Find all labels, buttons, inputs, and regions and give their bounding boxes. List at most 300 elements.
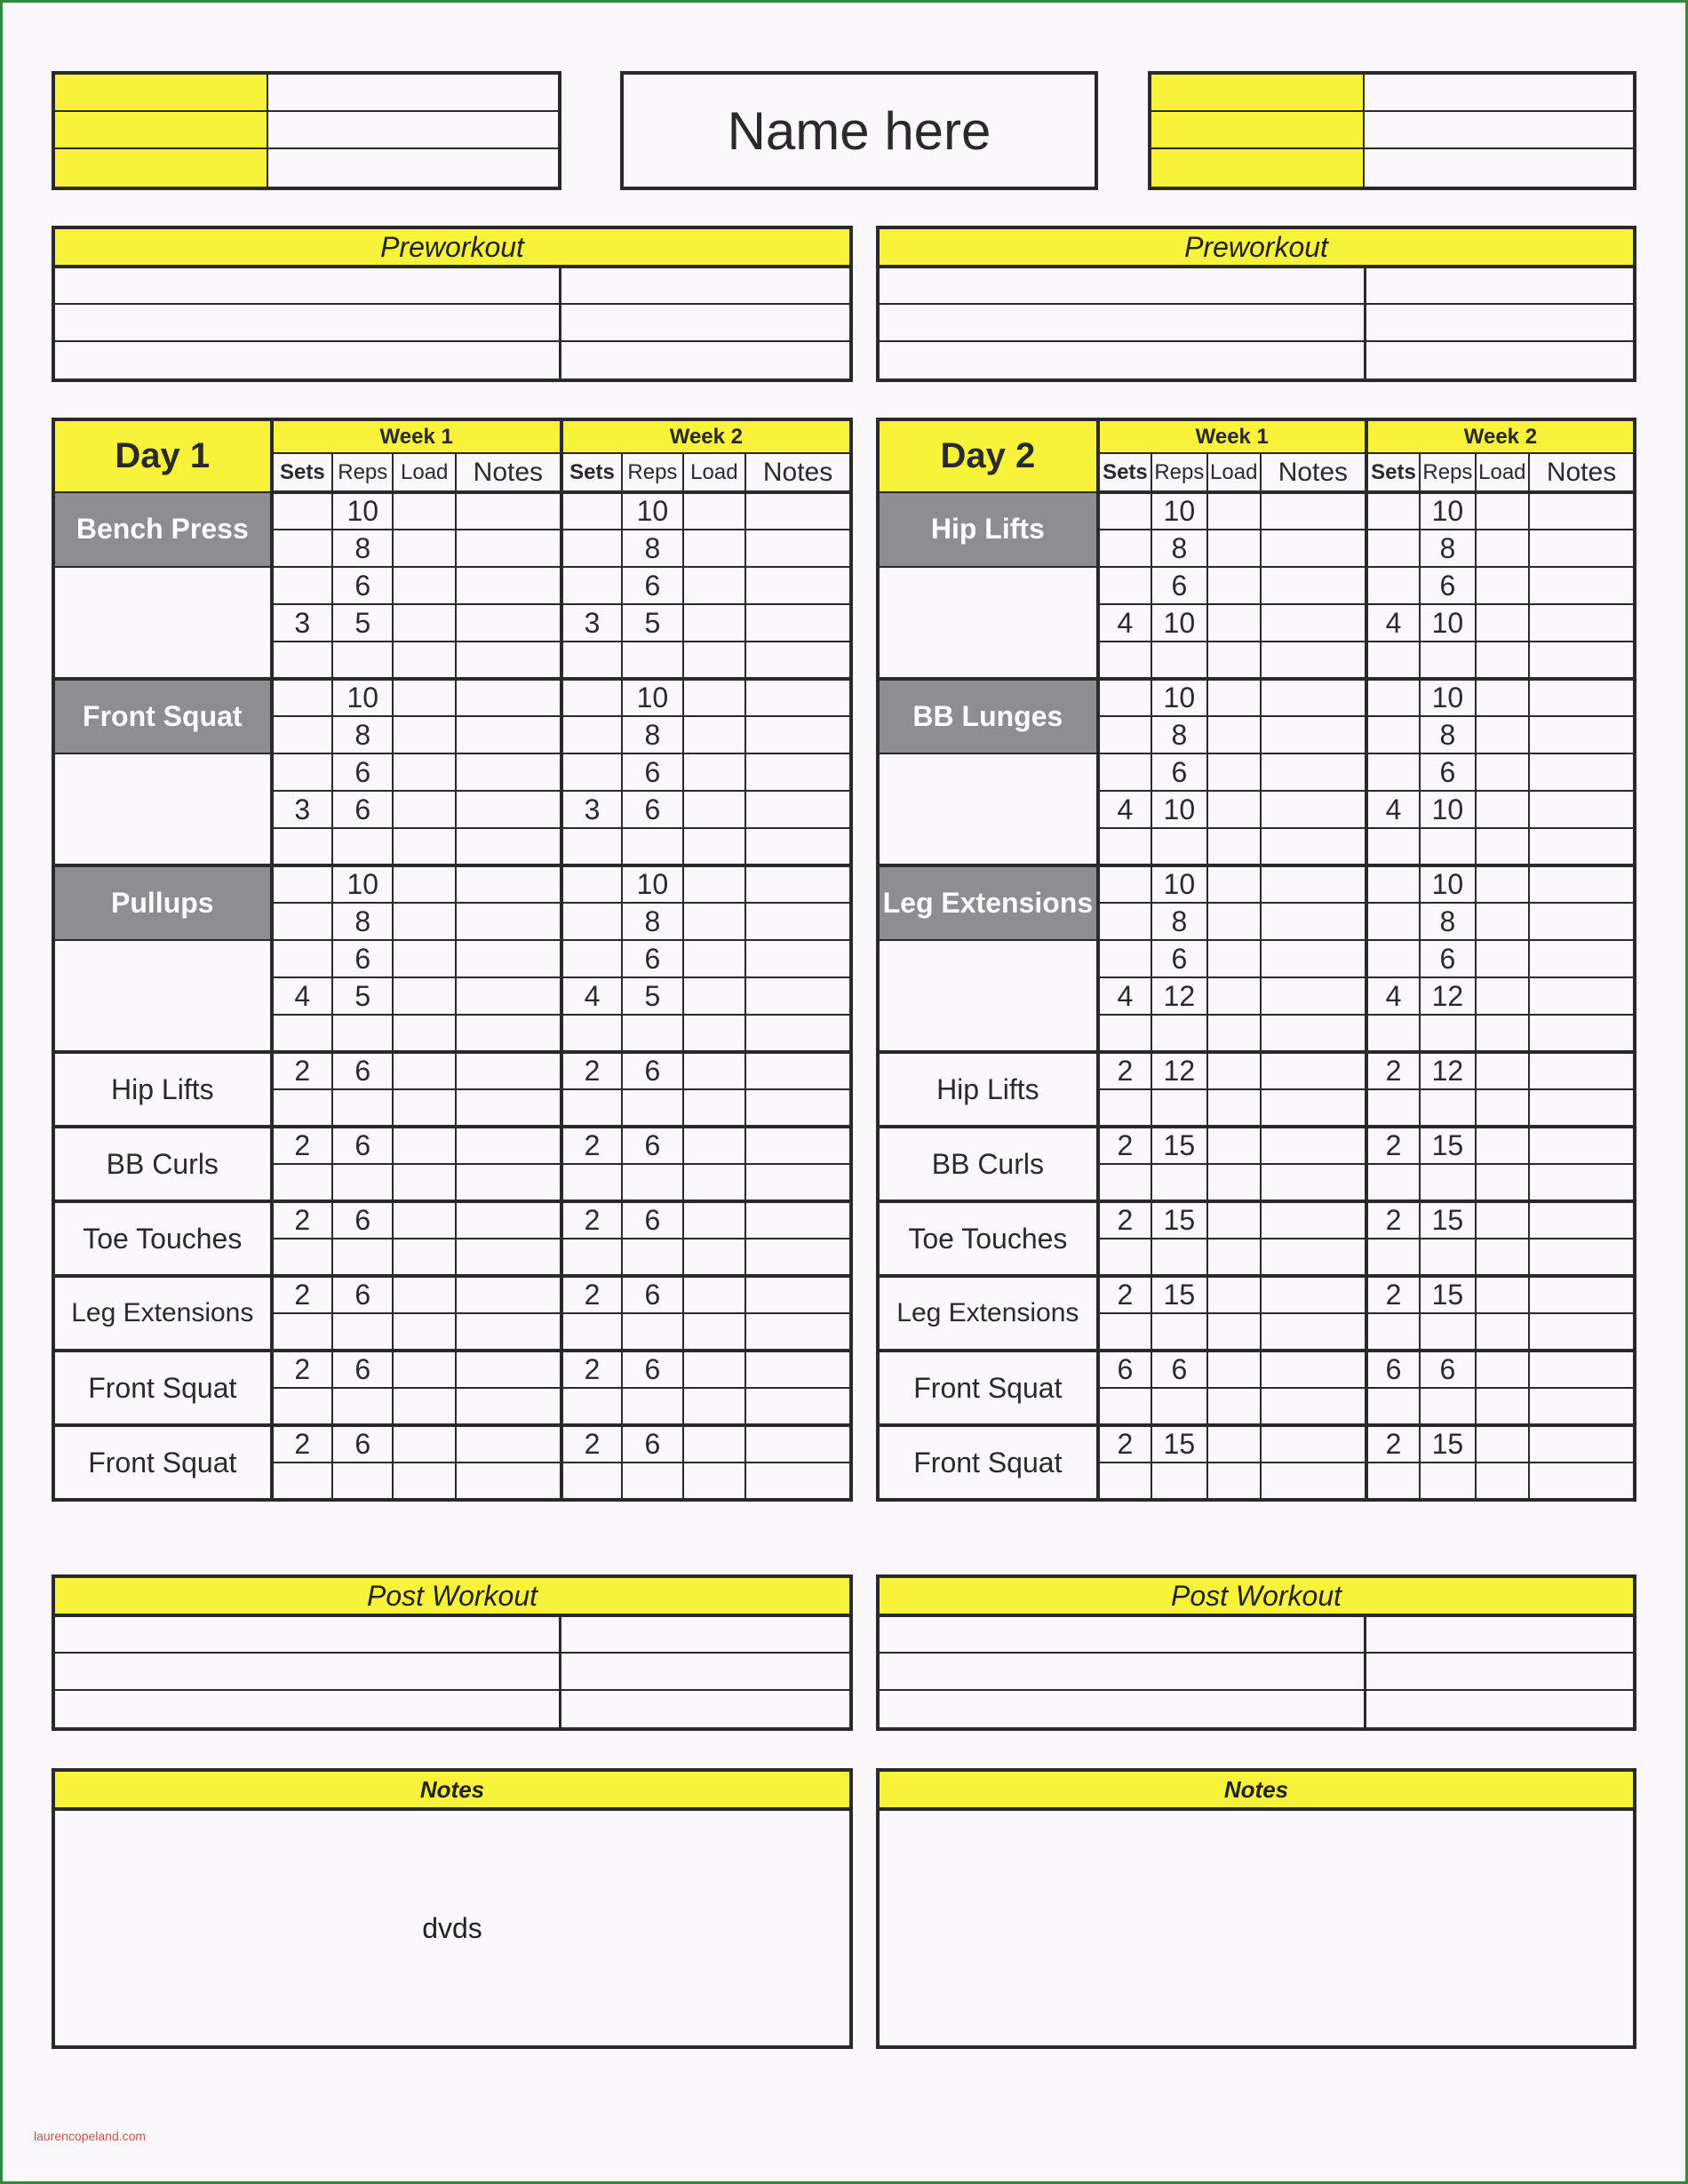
sets-cell[interactable]: 4 (1098, 791, 1151, 828)
reps-cell[interactable]: 6 (332, 1425, 393, 1463)
notes-cell[interactable] (745, 753, 851, 791)
sets-cell[interactable] (561, 1089, 622, 1127)
reps-cell[interactable]: 6 (622, 1201, 682, 1239)
sets-cell[interactable] (1366, 1463, 1420, 1500)
notes-cell[interactable] (745, 1388, 851, 1425)
load-cell[interactable] (1207, 530, 1261, 567)
notes-cell[interactable] (1261, 1201, 1366, 1239)
load-cell[interactable] (393, 753, 455, 791)
reps-cell[interactable] (1151, 1089, 1206, 1127)
postworkout-row[interactable] (55, 1617, 849, 1654)
load-cell[interactable] (1476, 530, 1529, 567)
reps-cell[interactable]: 10 (1151, 865, 1206, 903)
sets-cell[interactable]: 4 (1366, 791, 1420, 828)
reps-cell[interactable]: 15 (1420, 1127, 1475, 1164)
reps-cell[interactable]: 6 (622, 567, 682, 604)
load-cell[interactable] (683, 1425, 745, 1463)
load-cell[interactable] (1207, 492, 1261, 530)
reps-cell[interactable]: 10 (332, 865, 393, 903)
sets-cell[interactable] (561, 716, 622, 753)
sets-cell[interactable]: 3 (561, 604, 622, 642)
sets-cell[interactable]: 2 (1098, 1201, 1151, 1239)
load-cell[interactable] (393, 604, 455, 642)
load-cell[interactable] (1207, 1201, 1261, 1239)
load-cell[interactable] (1476, 1313, 1529, 1351)
reps-cell[interactable] (1151, 1388, 1206, 1425)
load-cell[interactable] (393, 903, 455, 940)
notes-cell[interactable] (1261, 1164, 1366, 1201)
sets-cell[interactable] (1098, 1015, 1151, 1052)
load-cell[interactable] (393, 1276, 455, 1313)
load-cell[interactable] (1207, 1052, 1261, 1089)
sets-cell[interactable]: 2 (561, 1201, 622, 1239)
load-cell[interactable] (1207, 1164, 1261, 1201)
reps-cell[interactable]: 8 (332, 903, 393, 940)
exercise-blank-cell[interactable] (53, 940, 272, 1052)
sets-cell[interactable] (1098, 828, 1151, 865)
sets-cell[interactable]: 4 (561, 977, 622, 1015)
load-cell[interactable] (1476, 865, 1529, 903)
reps-cell[interactable]: 8 (332, 716, 393, 753)
notes-cell[interactable] (745, 940, 851, 977)
load-cell[interactable] (393, 940, 455, 977)
notes-cell[interactable] (1529, 1015, 1635, 1052)
notes-cell[interactable] (456, 977, 561, 1015)
notes-cell[interactable] (745, 567, 851, 604)
sets-cell[interactable]: 2 (1366, 1052, 1420, 1089)
load-cell[interactable] (683, 604, 745, 642)
notes-cell[interactable] (1529, 642, 1635, 679)
load-cell[interactable] (683, 865, 745, 903)
sets-cell[interactable]: 2 (1366, 1127, 1420, 1164)
sets-cell[interactable]: 4 (1366, 977, 1420, 1015)
load-cell[interactable] (1207, 1351, 1261, 1388)
sets-cell[interactable]: 2 (1366, 1276, 1420, 1313)
load-cell[interactable] (393, 865, 455, 903)
notes-cell[interactable] (745, 1201, 851, 1239)
reps-cell[interactable]: 12 (1151, 1052, 1206, 1089)
postworkout-row[interactable] (880, 1691, 1633, 1727)
sets-cell[interactable] (272, 716, 332, 753)
load-cell[interactable] (1476, 716, 1529, 753)
exercise-blank-cell[interactable] (53, 753, 272, 865)
load-cell[interactable] (1476, 1463, 1529, 1500)
reps-cell[interactable]: 6 (332, 1276, 393, 1313)
load-cell[interactable] (683, 1351, 745, 1388)
notes-cell[interactable] (1261, 604, 1366, 642)
reps-cell[interactable] (1420, 642, 1475, 679)
reps-cell[interactable]: 10 (1151, 492, 1206, 530)
reps-cell[interactable]: 10 (1420, 791, 1475, 828)
load-cell[interactable] (683, 828, 745, 865)
reps-cell[interactable] (1151, 1015, 1206, 1052)
load-cell[interactable] (1476, 753, 1529, 791)
notes-cell[interactable] (745, 1239, 851, 1276)
notes-cell[interactable] (1261, 716, 1366, 753)
sets-cell[interactable] (561, 530, 622, 567)
sets-cell[interactable] (1098, 1313, 1151, 1351)
exercise-blank-cell[interactable] (878, 753, 1098, 865)
reps-cell[interactable] (332, 1463, 393, 1500)
notes-cell[interactable] (1261, 940, 1366, 977)
sets-cell[interactable] (272, 828, 332, 865)
notes-cell[interactable] (456, 1015, 561, 1052)
reps-cell[interactable]: 15 (1151, 1425, 1206, 1463)
load-cell[interactable] (683, 753, 745, 791)
load-cell[interactable] (393, 679, 455, 716)
notes-cell[interactable] (456, 1201, 561, 1239)
load-cell[interactable] (1207, 1127, 1261, 1164)
notes-cell[interactable] (456, 642, 561, 679)
load-cell[interactable] (1476, 1351, 1529, 1388)
sets-cell[interactable] (561, 1388, 622, 1425)
notes-cell[interactable] (1529, 1127, 1635, 1164)
notes-cell[interactable] (745, 604, 851, 642)
load-cell[interactable] (393, 716, 455, 753)
notes-cell[interactable] (1529, 1313, 1635, 1351)
sets-cell[interactable] (1366, 716, 1420, 753)
reps-cell[interactable] (332, 1089, 393, 1127)
reps-cell[interactable]: 6 (1420, 753, 1475, 791)
reps-cell[interactable]: 10 (622, 865, 682, 903)
notes-area[interactable] (55, 1811, 849, 2045)
notes-cell[interactable] (1261, 1313, 1366, 1351)
reps-cell[interactable]: 6 (332, 940, 393, 977)
sets-cell[interactable] (272, 642, 332, 679)
sets-cell[interactable] (561, 1239, 622, 1276)
notes-cell[interactable] (1261, 903, 1366, 940)
notes-cell[interactable] (745, 1313, 851, 1351)
notes-cell[interactable] (745, 903, 851, 940)
sets-cell[interactable] (1366, 828, 1420, 865)
sets-cell[interactable] (272, 1089, 332, 1127)
reps-cell[interactable] (1151, 1164, 1206, 1201)
reps-cell[interactable] (622, 1089, 682, 1127)
notes-cell[interactable] (1261, 1015, 1366, 1052)
reps-cell[interactable]: 10 (1420, 492, 1475, 530)
reps-cell[interactable]: 6 (622, 753, 682, 791)
reps-cell[interactable]: 6 (332, 1351, 393, 1388)
reps-cell[interactable]: 5 (332, 977, 393, 1015)
notes-cell[interactable] (456, 940, 561, 977)
notes-cell[interactable] (1261, 791, 1366, 828)
preworkout-row[interactable] (880, 305, 1633, 341)
sets-cell[interactable] (561, 753, 622, 791)
sets-cell[interactable] (561, 865, 622, 903)
preworkout-row[interactable] (880, 342, 1633, 379)
load-cell[interactable] (1207, 865, 1261, 903)
notes-cell[interactable] (1529, 604, 1635, 642)
postworkout-row[interactable] (880, 1654, 1633, 1690)
sets-cell[interactable]: 4 (272, 977, 332, 1015)
sets-cell[interactable] (561, 492, 622, 530)
notes-cell[interactable] (1529, 977, 1635, 1015)
load-cell[interactable] (1476, 1164, 1529, 1201)
notes-area[interactable] (880, 1811, 1633, 2045)
reps-cell[interactable] (1420, 1164, 1475, 1201)
info-value-cell[interactable] (1365, 112, 1633, 149)
reps-cell[interactable]: 10 (1420, 865, 1475, 903)
reps-cell[interactable] (332, 642, 393, 679)
load-cell[interactable] (393, 1127, 455, 1164)
notes-cell[interactable] (745, 1463, 851, 1500)
notes-cell[interactable] (1529, 1239, 1635, 1276)
sets-cell[interactable]: 2 (561, 1351, 622, 1388)
notes-cell[interactable] (1261, 865, 1366, 903)
sets-cell[interactable] (1098, 903, 1151, 940)
sets-cell[interactable] (272, 1463, 332, 1500)
reps-cell[interactable]: 15 (1420, 1425, 1475, 1463)
notes-cell[interactable] (1529, 1425, 1635, 1463)
reps-cell[interactable] (332, 1164, 393, 1201)
load-cell[interactable] (1476, 1201, 1529, 1239)
load-cell[interactable] (683, 642, 745, 679)
load-cell[interactable] (1476, 1089, 1529, 1127)
load-cell[interactable] (1207, 567, 1261, 604)
reps-cell[interactable] (332, 828, 393, 865)
info-label-cell[interactable] (55, 75, 268, 112)
load-cell[interactable] (683, 1089, 745, 1127)
notes-cell[interactable] (1529, 1351, 1635, 1388)
load-cell[interactable] (1207, 642, 1261, 679)
sets-cell[interactable] (1366, 753, 1420, 791)
load-cell[interactable] (1476, 828, 1529, 865)
info-label-cell[interactable] (55, 112, 268, 149)
sets-cell[interactable] (272, 1388, 332, 1425)
load-cell[interactable] (393, 642, 455, 679)
notes-cell[interactable] (456, 1425, 561, 1463)
reps-cell[interactable] (1420, 828, 1475, 865)
reps-cell[interactable]: 6 (332, 753, 393, 791)
reps-cell[interactable]: 6 (622, 1351, 682, 1388)
notes-cell[interactable] (1529, 753, 1635, 791)
notes-cell[interactable] (1261, 1463, 1366, 1500)
reps-cell[interactable] (332, 1015, 393, 1052)
notes-cell[interactable] (456, 679, 561, 716)
reps-cell[interactable]: 6 (1151, 940, 1206, 977)
reps-cell[interactable]: 15 (1420, 1276, 1475, 1313)
load-cell[interactable] (683, 1201, 745, 1239)
notes-cell[interactable] (1261, 828, 1366, 865)
reps-cell[interactable] (332, 1388, 393, 1425)
sets-cell[interactable] (1098, 492, 1151, 530)
load-cell[interactable] (683, 716, 745, 753)
notes-cell[interactable] (1529, 716, 1635, 753)
sets-cell[interactable] (272, 1239, 332, 1276)
reps-cell[interactable] (1151, 642, 1206, 679)
load-cell[interactable] (683, 1127, 745, 1164)
load-cell[interactable] (1476, 977, 1529, 1015)
sets-cell[interactable] (1366, 940, 1420, 977)
sets-cell[interactable] (1098, 1388, 1151, 1425)
notes-cell[interactable] (1529, 567, 1635, 604)
notes-cell[interactable] (1529, 1052, 1635, 1089)
sets-cell[interactable] (561, 642, 622, 679)
notes-cell[interactable] (745, 977, 851, 1015)
notes-cell[interactable] (1529, 865, 1635, 903)
notes-cell[interactable] (456, 1127, 561, 1164)
sets-cell[interactable] (561, 1313, 622, 1351)
preworkout-row[interactable] (55, 305, 849, 341)
load-cell[interactable] (1476, 567, 1529, 604)
sets-cell[interactable]: 2 (1098, 1425, 1151, 1463)
notes-cell[interactable] (1529, 530, 1635, 567)
notes-cell[interactable] (745, 1015, 851, 1052)
sets-cell[interactable]: 6 (1366, 1351, 1420, 1388)
load-cell[interactable] (1207, 828, 1261, 865)
info-value-cell[interactable] (268, 149, 558, 187)
reps-cell[interactable] (1151, 828, 1206, 865)
sets-cell[interactable] (1098, 1239, 1151, 1276)
load-cell[interactable] (683, 940, 745, 977)
load-cell[interactable] (683, 530, 745, 567)
notes-cell[interactable] (745, 1127, 851, 1164)
info-label-cell[interactable] (1151, 149, 1365, 187)
reps-cell[interactable] (622, 1239, 682, 1276)
load-cell[interactable] (1207, 1313, 1261, 1351)
sets-cell[interactable]: 2 (1366, 1201, 1420, 1239)
sets-cell[interactable] (1098, 567, 1151, 604)
reps-cell[interactable]: 12 (1151, 977, 1206, 1015)
sets-cell[interactable] (561, 679, 622, 716)
load-cell[interactable] (683, 1313, 745, 1351)
sets-cell[interactable] (1366, 530, 1420, 567)
notes-cell[interactable] (456, 1052, 561, 1089)
sets-cell[interactable] (1098, 1164, 1151, 1201)
load-cell[interactable] (1476, 791, 1529, 828)
reps-cell[interactable]: 6 (1151, 567, 1206, 604)
notes-cell[interactable] (745, 828, 851, 865)
notes-cell[interactable] (456, 865, 561, 903)
sets-cell[interactable] (1366, 1313, 1420, 1351)
sets-cell[interactable] (272, 530, 332, 567)
reps-cell[interactable] (1420, 1239, 1475, 1276)
sets-cell[interactable] (1366, 1388, 1420, 1425)
notes-cell[interactable] (1261, 679, 1366, 716)
notes-cell[interactable] (456, 1313, 561, 1351)
notes-cell[interactable] (456, 1239, 561, 1276)
notes-cell[interactable] (456, 567, 561, 604)
load-cell[interactable] (1207, 977, 1261, 1015)
sets-cell[interactable] (272, 903, 332, 940)
sets-cell[interactable]: 3 (272, 604, 332, 642)
sets-cell[interactable] (1366, 903, 1420, 940)
sets-cell[interactable]: 2 (272, 1127, 332, 1164)
reps-cell[interactable] (332, 1239, 393, 1276)
notes-cell[interactable] (1529, 1164, 1635, 1201)
reps-cell[interactable] (1420, 1313, 1475, 1351)
reps-cell[interactable] (622, 1313, 682, 1351)
notes-cell[interactable] (1261, 530, 1366, 567)
notes-cell[interactable] (456, 1463, 561, 1500)
reps-cell[interactable]: 6 (1420, 567, 1475, 604)
sets-cell[interactable]: 2 (272, 1425, 332, 1463)
reps-cell[interactable]: 10 (1151, 679, 1206, 716)
notes-cell[interactable] (456, 1089, 561, 1127)
notes-cell[interactable] (456, 492, 561, 530)
load-cell[interactable] (1476, 642, 1529, 679)
load-cell[interactable] (683, 1015, 745, 1052)
load-cell[interactable] (683, 1052, 745, 1089)
sets-cell[interactable] (272, 940, 332, 977)
notes-cell[interactable] (456, 791, 561, 828)
sets-cell[interactable]: 4 (1366, 604, 1420, 642)
load-cell[interactable] (393, 1463, 455, 1500)
reps-cell[interactable]: 6 (1420, 940, 1475, 977)
sets-cell[interactable] (1098, 530, 1151, 567)
reps-cell[interactable]: 10 (1151, 604, 1206, 642)
notes-cell[interactable] (456, 1164, 561, 1201)
notes-cell[interactable] (1261, 977, 1366, 1015)
reps-cell[interactable]: 6 (1151, 1351, 1206, 1388)
load-cell[interactable] (683, 1164, 745, 1201)
postworkout-row[interactable] (880, 1617, 1633, 1654)
sets-cell[interactable]: 2 (1098, 1127, 1151, 1164)
notes-cell[interactable] (745, 679, 851, 716)
notes-cell[interactable] (1529, 492, 1635, 530)
load-cell[interactable] (393, 1164, 455, 1201)
load-cell[interactable] (683, 1239, 745, 1276)
reps-cell[interactable] (622, 1463, 682, 1500)
notes-cell[interactable] (1261, 642, 1366, 679)
notes-cell[interactable] (745, 1164, 851, 1201)
sets-cell[interactable] (1098, 1089, 1151, 1127)
sets-cell[interactable] (1366, 1239, 1420, 1276)
reps-cell[interactable]: 10 (1151, 791, 1206, 828)
notes-cell[interactable] (1529, 1276, 1635, 1313)
load-cell[interactable] (393, 1015, 455, 1052)
reps-cell[interactable]: 6 (1151, 753, 1206, 791)
reps-cell[interactable]: 10 (332, 679, 393, 716)
notes-cell[interactable] (745, 716, 851, 753)
load-cell[interactable] (683, 679, 745, 716)
sets-cell[interactable] (1098, 940, 1151, 977)
sets-cell[interactable] (561, 1015, 622, 1052)
load-cell[interactable] (1476, 1015, 1529, 1052)
reps-cell[interactable]: 6 (332, 1127, 393, 1164)
reps-cell[interactable]: 8 (622, 716, 682, 753)
sets-cell[interactable] (1098, 679, 1151, 716)
sets-cell[interactable] (561, 1463, 622, 1500)
sets-cell[interactable]: 2 (1098, 1276, 1151, 1313)
notes-cell[interactable] (456, 530, 561, 567)
reps-cell[interactable]: 5 (332, 604, 393, 642)
load-cell[interactable] (1207, 1425, 1261, 1463)
load-cell[interactable] (393, 1052, 455, 1089)
sets-cell[interactable] (561, 940, 622, 977)
sets-cell[interactable] (1098, 1463, 1151, 1500)
notes-cell[interactable] (1529, 1388, 1635, 1425)
load-cell[interactable] (683, 492, 745, 530)
notes-cell[interactable] (1261, 1239, 1366, 1276)
sets-cell[interactable] (1098, 753, 1151, 791)
reps-cell[interactable]: 10 (332, 492, 393, 530)
sets-cell[interactable]: 2 (561, 1127, 622, 1164)
sets-cell[interactable]: 4 (1098, 604, 1151, 642)
load-cell[interactable] (1207, 1276, 1261, 1313)
notes-cell[interactable] (745, 1425, 851, 1463)
reps-cell[interactable] (622, 1164, 682, 1201)
load-cell[interactable] (1207, 1089, 1261, 1127)
load-cell[interactable] (1476, 1052, 1529, 1089)
load-cell[interactable] (393, 977, 455, 1015)
sets-cell[interactable]: 3 (561, 791, 622, 828)
load-cell[interactable] (1476, 1239, 1529, 1276)
notes-cell[interactable] (745, 642, 851, 679)
notes-cell[interactable] (1261, 1127, 1366, 1164)
load-cell[interactable] (393, 567, 455, 604)
reps-cell[interactable] (1420, 1015, 1475, 1052)
